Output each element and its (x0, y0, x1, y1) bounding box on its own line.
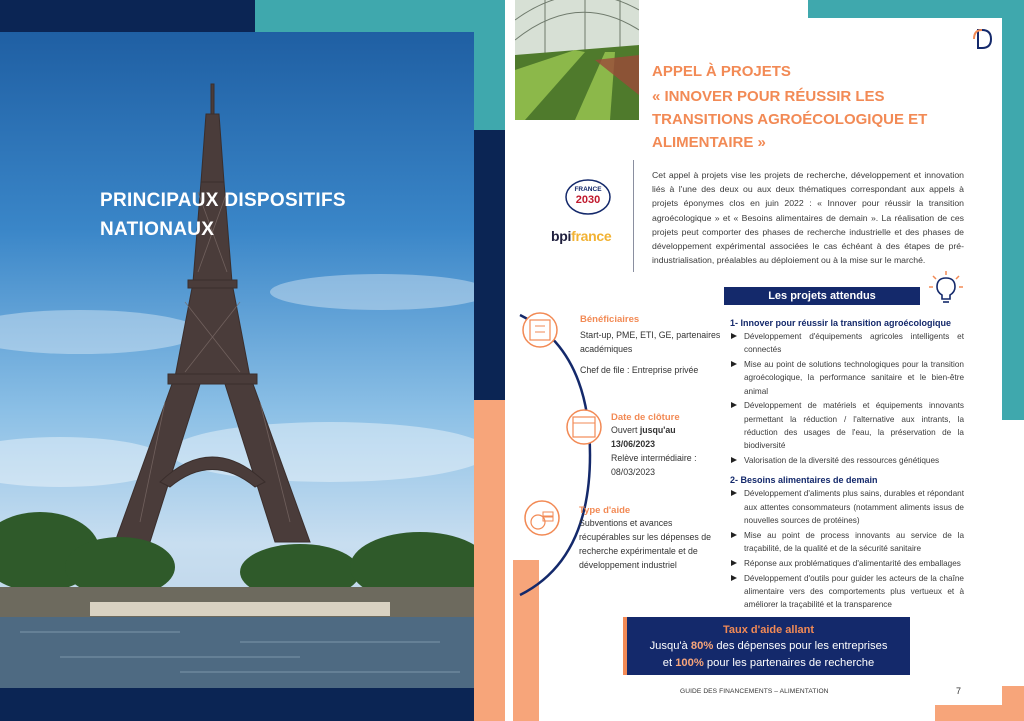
intro-divider (633, 160, 634, 272)
type-aide-block (579, 505, 719, 572)
call-title-kicker: APPEL À PROJETS (652, 63, 791, 80)
beneficiaires-block (580, 314, 730, 377)
bpi-logo-part1: bpi (551, 228, 572, 244)
section1-heading: 1- Innover pour réussir la transition agroécologique (730, 318, 952, 328)
releve-intermediaire: Relève intermédiaire : 08/03/2023 (611, 453, 697, 477)
taux-line1-a: Jusqu'à (649, 640, 691, 652)
section2-heading: 2- Besoins alimentaires de demain (730, 475, 878, 486)
list-item: Développement d'aliments plus sains, durables et répondant aux attentes consommateurs (notamment aliments issus de nouvelles sources de protéines) (730, 487, 964, 527)
type-aide-label: Type d'aide (579, 505, 631, 516)
taux-line2-c: pour les partenaires de recherche (703, 657, 875, 669)
call-title (652, 60, 952, 154)
section-title (100, 186, 430, 244)
cloture-prefix: Ouvert (611, 425, 640, 435)
taux-line1-b: 80% (690, 640, 714, 652)
taux-heading: Taux d'aide allant (722, 624, 815, 636)
france-2030-logo (563, 177, 613, 217)
euro-coins-icon (525, 501, 559, 535)
taux-line2-b: 100% (675, 657, 704, 669)
list-item: Mise au point de process innovants au service de la traçabilité, de la qualité et de la sécurité sanitaire (730, 529, 964, 556)
france-2030-label-year: 2030 (575, 194, 601, 206)
list-item: Mise au point de solutions technologiques pour la transition agroécologique, la performance sanitaire et le bien-être animal (730, 358, 964, 398)
intro-paragraph: Cet appel à projets vise les projets de recherche, développement et innovation liés à l'une des deux ou aux deux thématiques correspondant aux appels à projets éponymes clos en juin 2022 : « Innover pour réussir la transition agroécologique » et « Besoins alimentaires de demain ». La réalisation de ces projets peut comporter des phases de recherche industrielle et des phases de développement expérimental associées le cas échéant à des étapes de pré-industrialisation, préalables au déploiement ou à la mise sur le marché. (652, 170, 964, 266)
taux-line2-a: et (662, 657, 676, 669)
cloture-open (611, 423, 721, 451)
page-footer: GUIDE DES FINANCEMENTS – ALIMENTATION (680, 688, 829, 695)
list-item: Développement d'équipements agricoles intelligents et connectés (730, 330, 964, 357)
cloture-date: jusqu'au 13/06/2023 (611, 425, 676, 449)
cloture-label: Date de clôture (611, 412, 680, 423)
greenhouse-photo (515, 0, 639, 120)
greenhouse-illustration (515, 0, 639, 120)
eiffel-tower-photo (0, 32, 474, 688)
taux-line2 (627, 655, 910, 672)
cloture-block (611, 412, 721, 479)
call-title-main: « INNOVER POUR RÉUSSIR LES TRANSITIONS AGROÉCOLOGIQUE ET ALIMENTAIRE » (652, 88, 928, 151)
eiffel-tower-illustration (0, 32, 474, 688)
taux-line1-c: des dépenses pour les entreprises (713, 640, 888, 652)
chef-de-file: Chef de file : Entreprise privée (580, 365, 699, 375)
list-item: Valorisation de la diversité des ressources génétiques (730, 454, 964, 467)
lightbulb-icon (928, 270, 964, 306)
projets-list (730, 312, 964, 613)
taux-line1 (627, 638, 910, 655)
section2-list (730, 487, 964, 611)
projets-attendus-heading: Les projets attendus (724, 287, 920, 305)
brand-d-logo (970, 26, 996, 52)
list-item: Développement de matériels et équipements innovants permettant la réduction / l'alternative aux intrants, la réduction des usages de l'eau, la préservation de la biodiversité (730, 399, 964, 452)
section1-list (730, 330, 964, 467)
taux-aide-box (623, 617, 910, 675)
list-item: Réponse aux problématiques d'alimentarité des emballages (730, 557, 964, 570)
list-item: Développement d'outils pour guider les acteurs de la chaîne alimentaire vers des comportements plus vertueux et à améliorer la traçabilité et la transparence (730, 572, 964, 612)
bpi-logo-part2: france (571, 228, 612, 244)
type-aide-text: Subventions et avances récupérables sur les dépenses de recherche expérimentale et de développement industriel (579, 518, 712, 570)
section-title-line1: PRINCIPAUX DISPOSITIFS (100, 190, 346, 211)
section-title-line2: NATIONAUX (100, 219, 215, 240)
calendar-icon (567, 410, 601, 444)
beneficiaires-icon (523, 313, 557, 347)
beneficiaires-label: Bénéficiaires (580, 314, 640, 325)
page-number: 7 (956, 686, 962, 696)
beneficiaires-text: Start-up, PME, ETI, GE, partenaires académiques (580, 330, 721, 354)
bpifrance-logo (551, 228, 611, 244)
france-2030-label-top: FRANCE (574, 186, 602, 193)
